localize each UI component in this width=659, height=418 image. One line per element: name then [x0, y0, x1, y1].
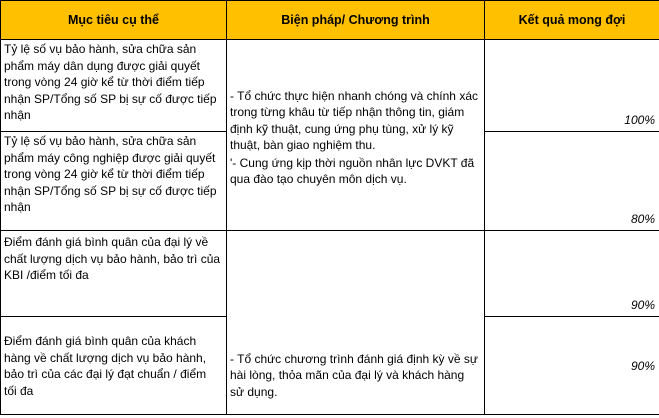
- result-cell: 90%: [485, 317, 659, 415]
- objective-text: Điểm đánh giá bình quân của đại lý về chất lượng dịch vụ bảo hành, bảo trì của KBI /điểm tối đa: [4, 235, 221, 282]
- result-cell: 80%: [485, 132, 659, 231]
- objective-cell: [1, 317, 227, 415]
- objective-cell: [1, 231, 227, 317]
- objective-cell: [1, 40, 227, 132]
- measure-cell: [227, 231, 485, 415]
- objective-text: Tỷ lệ số vụ bảo hành, sửa chữa sản phẩm máy công nghiệp được giải quyết trong vòng 24 giờ kể từ thời điểm tiếp nhận SP/Tổng số SP bị sự cố được tiếp nhận: [4, 134, 217, 214]
- header-row: [1, 1, 659, 40]
- measure-cell: [227, 40, 485, 231]
- result-cell: 100%: [485, 40, 659, 132]
- header-objective: Mục tiêu cụ thể: [1, 1, 227, 40]
- objective-text: Điểm đánh giá bình quân của khách hàng về chất lượng dịch vụ bảo hành, bảo trì của các đại lý đạt chuẩn / điểm tối đa: [4, 334, 207, 398]
- measure-text: - Tổ chức thực hiện nhanh chóng và chính xác trong từng khâu từ tiếp nhận thông tin, giám định kỹ thuật, cung ứng phụ tùng, xử lý kỹ thuật, bàn giao nghiệm thu.: [230, 88, 478, 152]
- measure-text: - Tổ chức chương trình đánh giá định kỳ về sự hài lòng, thỏa mãn của đại lý và khách hàng sử dụng.: [230, 351, 478, 399]
- objective-cell: [1, 132, 227, 231]
- header-measure: Biện pháp/ Chương trình: [227, 1, 485, 40]
- table-row: [1, 40, 659, 132]
- objective-text: Tỷ lệ số vụ bảo hành, sửa chữa sản phẩm máy dân dụng được giải quyết trong vòng 24 giờ kể từ thời điểm tiếp nhận SP/Tổng số SP bị sự cố được tiếp nhận: [4, 42, 217, 122]
- result-cell: 90%: [485, 231, 659, 317]
- table-row: [1, 231, 659, 317]
- measure-text: '- Cung ứng kịp thời nguồn nhân lực DVKT đã qua đào tạo chuyên môn dịch vụ.: [230, 155, 475, 186]
- header-result: Kết quả mong đợi: [485, 1, 659, 40]
